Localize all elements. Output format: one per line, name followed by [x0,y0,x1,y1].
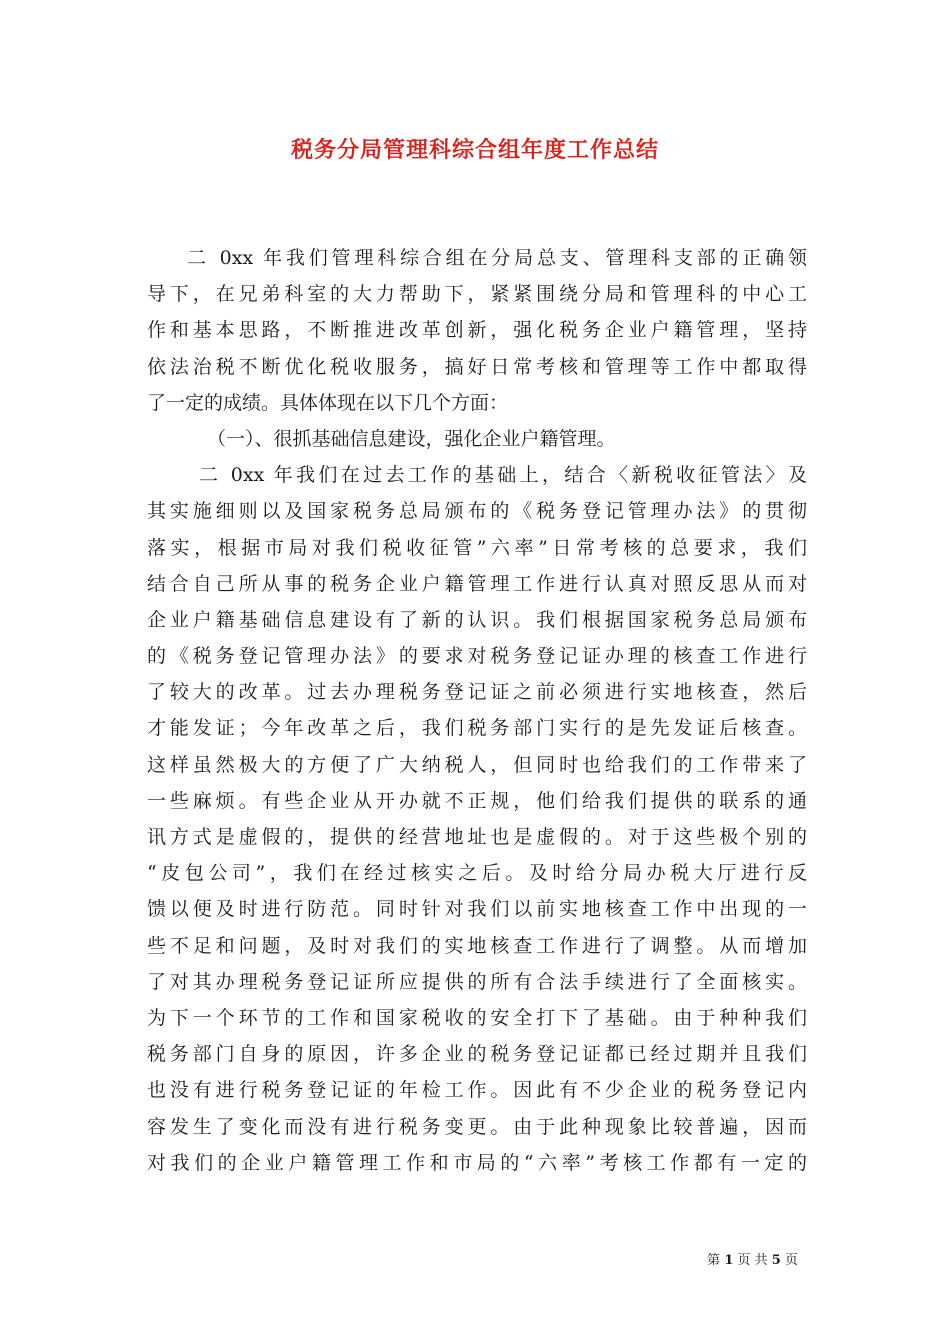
text-line: 结合自己所从事的税务企业户籍管理工作进行认真对照反思从而对 [147,572,807,595]
text-line: 了一定的成绩。具体体现在以下几个方面： [147,391,509,414]
text-line: 了较大的改革。过去办理税务登记证之前必须进行实地核查，然后 [147,681,807,704]
text-line: “皮包公司”，我们在经过核实之后。及时给分局办税大厅进行反 [147,862,807,885]
text-line: 税务部门自身的原因，许多企业的税务登记证都已经过期并且我们 [147,1043,807,1066]
document-body [147,240,807,1181]
page-title: 税务分局管理科综合组年度工作总结 [290,137,659,163]
text-line: 也没有进行税务登记证的年检工作。因此有不少企业的税务登记内 [147,1079,807,1102]
text-line: 对我们的企业户籍管理工作和市局的“六率”考核工作都有一定的 [147,1151,807,1174]
text-line: 一些麻烦。有些企业从开办就不正规，他们给我们提供的联系的通 [147,789,807,812]
text-line: 二 0xx 年我们管理科综合组在分局总支、管理科支部的正确领 [187,247,807,269]
text-line: 才能发证；今年改革之后，我们税务部门实行的是先发证后核查。 [147,717,807,740]
footer-middle: 页 共 [737,1253,768,1268]
text-line: 为下一个环节的工作和国家税收的安全打下了基础。由于种种我们 [147,1006,807,1029]
footer-prefix: 第 [707,1253,721,1268]
text-line: 其实施细则以及国家税务总局颁布的《税务登记管理办法》的贯彻 [147,500,807,523]
text-line: 落实，根据市局对我们税收征管”六率”日常考核的总要求，我们 [147,536,807,559]
text-line: 作和基本思路，不断推进改革创新，强化税务企业户籍管理，坚持 [147,319,807,342]
text-line: 二 0xx 年我们在过去工作的基础上，结合〈新税收征管法〉及 [199,464,807,487]
footer-page-number: 1 [724,1253,734,1268]
text-line: 容发生了变化而没有进行税务变更。由于此种现象比较普遍，因而 [147,1115,807,1138]
text-line: 的《税务登记管理办法》的要求对税务登记证办理的核查工作进行 [147,645,807,668]
section-heading: （一）、很抓基础信息建设，强化企业户籍管理。 [207,427,616,450]
text-line: 企业户籍基础信息建设有了新的认识。我们根据国家税务总局颁布 [147,608,807,631]
text-line: 馈以便及时进行防范。同时针对我们以前实地核查工作中出现的一 [147,898,807,921]
footer-suffix: 页 [784,1253,798,1268]
footer-total-pages: 5 [771,1253,781,1268]
text-line: 依法治税不断优化税收服务，搞好日常考核和管理等工作中都取得 [147,355,807,378]
text-line: 了对其办理税务登记证所应提供的所有合法手续进行了全面核实。 [147,970,807,993]
text-line: 导下，在兄弟科室的大力帮助下，紧紧围绕分局和管理科的中心工 [147,283,807,306]
text-line: 这样虽然极大的方便了广大纳税人，但同时也给我们的工作带来了 [147,753,807,776]
text-line: 讯方式是虚假的，提供的经营地址也是虚假的。对于这些极个别的 [147,826,807,848]
page-footer [707,1249,798,1268]
text-line: 些不足和问题，及时对我们的实地核查工作进行了调整。从而增加 [147,934,807,957]
